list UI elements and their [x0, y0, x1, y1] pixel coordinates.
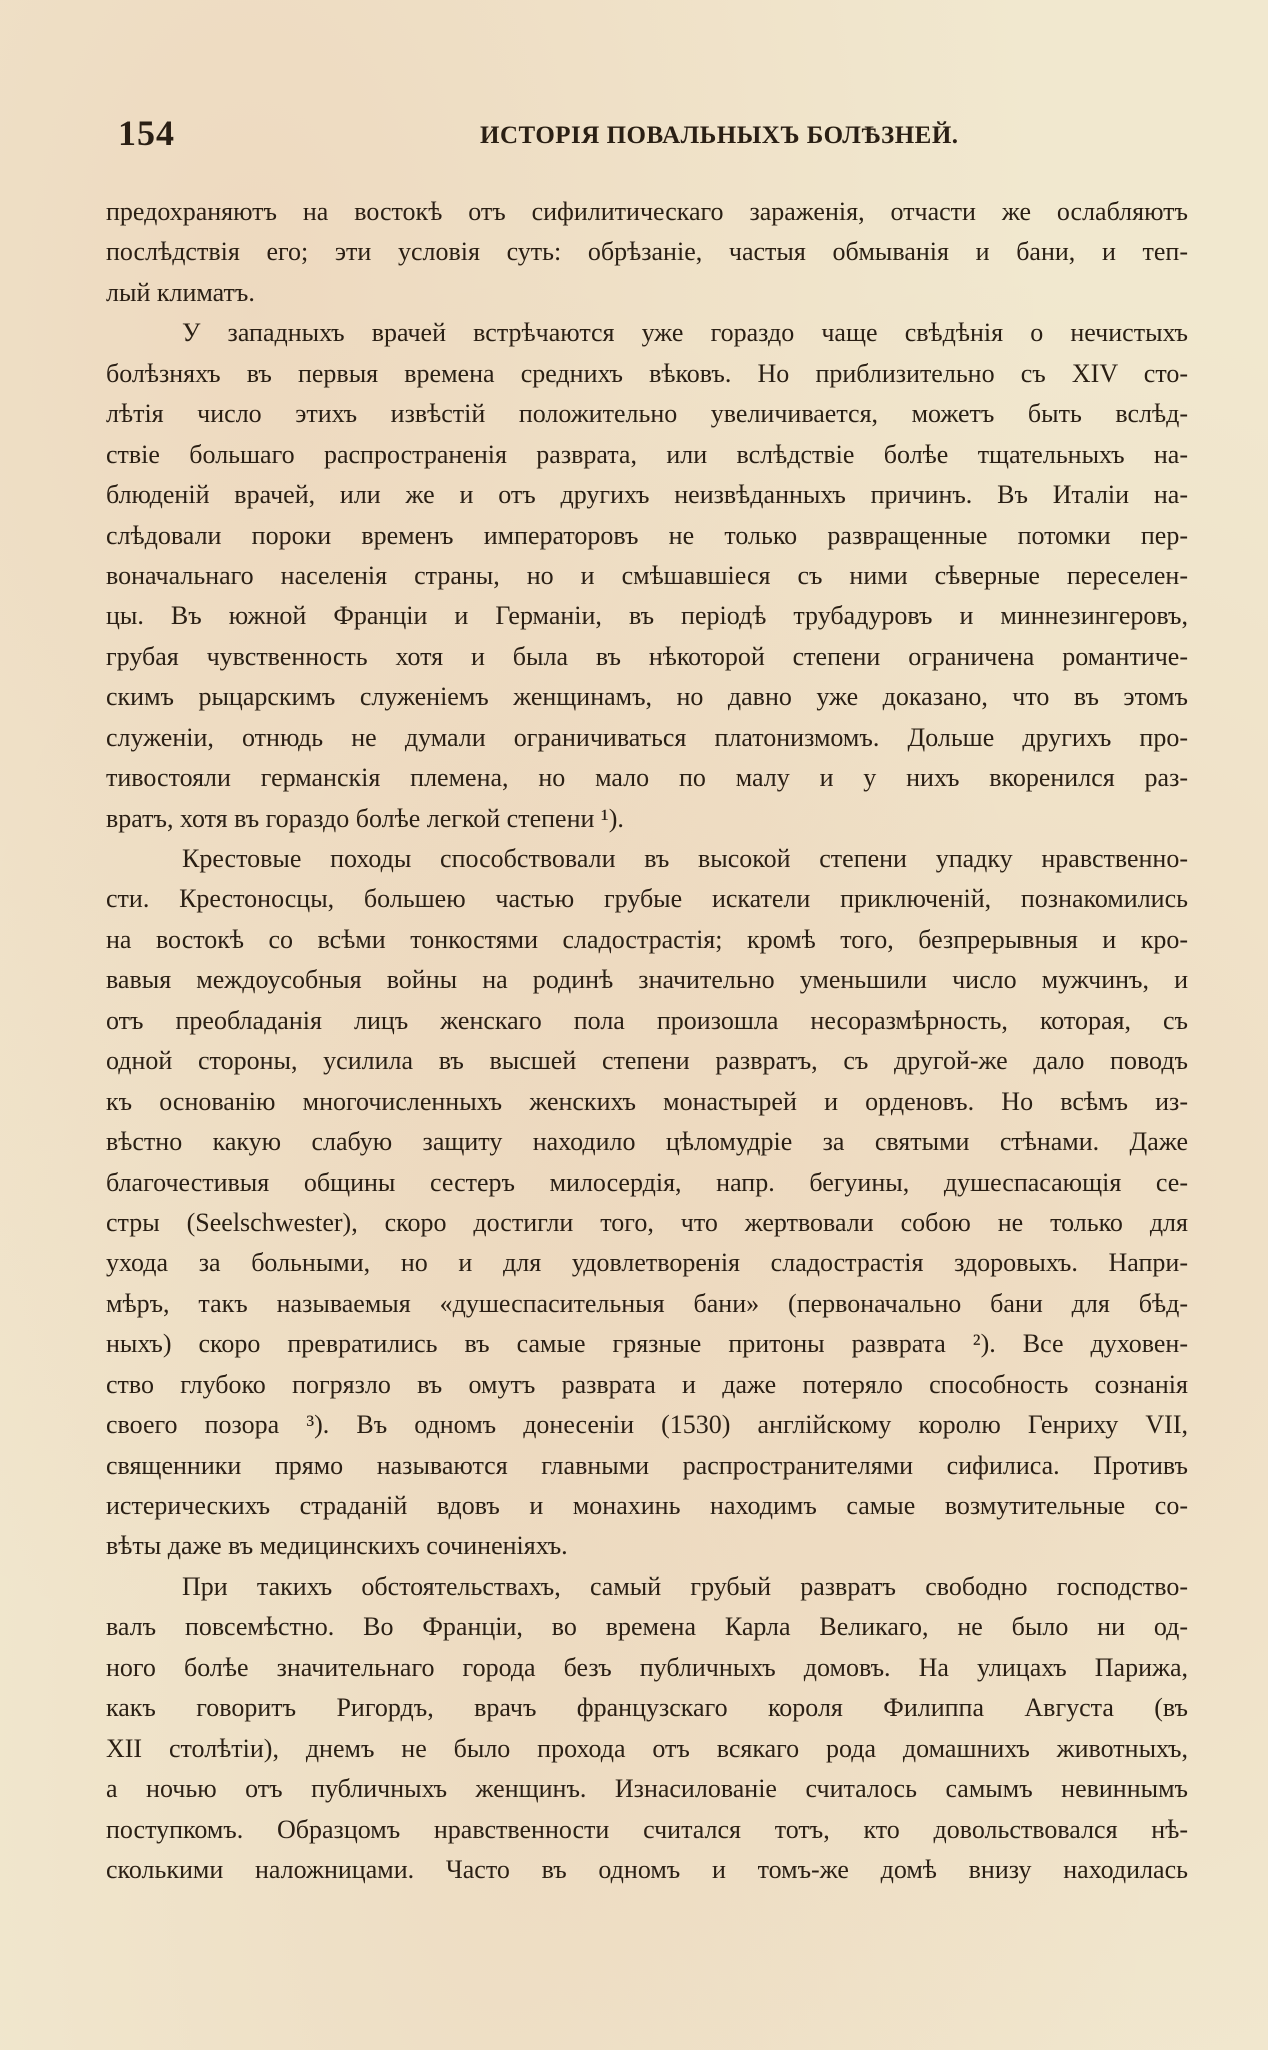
page-header — [110, 112, 1176, 158]
text-line: У западныхъ врачей встрѣчаются уже гораздо чаще свѣдѣнія о нечистыхъ — [182, 318, 1188, 348]
text-line: слѣдовали пороки временъ императоровъ не только развращенные потомки пер- — [106, 520, 1188, 550]
text-line: ствіе большаго распространенія разврата, или вслѣдствіе болѣе тщательныхъ на- — [106, 439, 1188, 469]
text-line: ного болѣе значительнаго города безъ публичныхъ домовъ. На улицахъ Парижа, — [106, 1652, 1188, 1682]
text-line: какъ говоритъ Ригордъ, врачъ французскаго короля Филиппа Августа (въ — [106, 1693, 1188, 1723]
text-line: скимъ рыцарскимъ служеніемъ женщинамъ, но давно уже доказано, что въ этомъ — [106, 682, 1188, 712]
text-line: воначальнаго населенія страны, но и смѣшавшіеся съ ними сѣверные переселен- — [106, 560, 1188, 590]
text-line: цы. Въ южной Франціи и Германіи, въ періодѣ трубадуровъ и миннезингеровъ, — [106, 601, 1188, 631]
text-line: священники прямо называются главными распространителями сифилиса. Противъ — [106, 1450, 1188, 1480]
text-line: вавыя междоусобныя войны на родинѣ значительно уменьшили число мужчинъ, и — [106, 965, 1188, 995]
text-line: сти. Крестоносцы, большею частью грубые искатели приключеній, познакомились — [106, 884, 1188, 914]
text-line: ныхъ) скоро превратились въ самые грязные притоны разврата ²). Все духовен- — [106, 1329, 1188, 1359]
text-line: лый климатъ. — [106, 277, 255, 307]
text-line: служеніи, отнюдь не думали ограничиваться платонизмомъ. Дольше другихъ про- — [106, 722, 1188, 752]
text-line: мѣръ, такъ называемыя «душеспасительныя бани» (первоначально бани для бѣд- — [106, 1288, 1188, 1318]
text-line: ство глубоко погрязло въ омутъ разврата и даже потеряло способность сознанія — [106, 1369, 1188, 1399]
text-line: стры (Seelschwester), скоро достигли того, что жертвовали собою не только для — [106, 1207, 1188, 1237]
text-line: блюденій врачей, или же и отъ другихъ неизвѣданныхъ причинъ. Въ Италіи на- — [106, 480, 1188, 510]
text-line: вѣты даже въ медицинскихъ сочиненіяхъ. — [106, 1531, 568, 1561]
text-line: Крестовые походы способствовали въ высокой степени упадку нравственно- — [182, 844, 1188, 873]
text-line: валъ повсемѣстно. Во Франціи, во времена Карла Великаго, не было ни од- — [106, 1612, 1188, 1642]
text-line: тивостояли германскія племена, но мало по малу и у нихъ вкоренился раз- — [106, 763, 1188, 793]
body-text — [106, 192, 1188, 1890]
text-line: истерическихъ страданій вдовъ и монахинь находимъ самые возмутительные со- — [106, 1491, 1188, 1520]
page-number: 154 — [118, 113, 175, 153]
text-line: ухода за больными, но и для удовлетворенія сладострастія здоровыхъ. Напри- — [106, 1248, 1188, 1278]
text-line: лѣтія число этихъ извѣстій положительно увеличивается, можетъ быть вслѣд- — [106, 399, 1188, 429]
text-line: сколькими наложницами. Часто въ одномъ и томъ-же домѣ внизу находилась — [106, 1854, 1188, 1884]
text-line: своего позора ³). Въ одномъ донесеніи (1530) англійскому королю Генриху VII, — [106, 1410, 1188, 1440]
text-line: XII столѣтіи), днемъ не было прохода отъ всякаго рода домашнихъ животныхъ, — [106, 1733, 1188, 1763]
text-line: къ основанію многочисленныхъ женскихъ монастырей и орденовъ. Но всѣмъ из- — [106, 1086, 1188, 1116]
text-line: отъ преобладанія лицъ женскаго пола произошла несоразмѣрность, которая, съ — [106, 1005, 1188, 1035]
text-line: грубая чувственность хотя и была въ нѣкоторой степени ограничена романтиче- — [106, 641, 1188, 671]
text-line: вратъ, хотя въ гораздо болѣе легкой степени ¹). — [106, 803, 624, 833]
text-line: одной стороны, усилила въ высшей степени развратъ, съ другой-же дало поводъ — [106, 1046, 1188, 1076]
text-line: При такихъ обстоятельствахъ, самый грубый развратъ свободно господство- — [182, 1571, 1188, 1601]
text-line: на востокѣ со всѣми тонкостями сладострастія; кромѣ того, безпрерывныя и кро- — [106, 924, 1188, 954]
text-line: благочестивыя общины сестеръ милосердія, напр. бегуины, душеспасающія се- — [106, 1167, 1188, 1197]
text-line: вѣстно какую слабую защиту находило цѣломудріе за святыми стѣнами. Даже — [106, 1127, 1188, 1157]
text-line: а ночью отъ публичныхъ женщинъ. Изнасилованіе считалось самымъ невиннымъ — [106, 1774, 1188, 1804]
text-line: послѣдствія его; эти условія суть: обрѣзаніе, частыя обмыванія и бани, и теп- — [106, 237, 1188, 267]
text-line: болѣзняхъ въ первыя времена среднихъ вѣковъ. Но приблизительно съ XIV сто- — [106, 358, 1188, 388]
text-line: предохраняютъ на востокѣ отъ сифилитическаго зараженія, отчасти же ослабляютъ — [106, 197, 1188, 226]
running-title: ИСТОРІЯ ПОВАЛЬНЫХЪ БОЛѢЗНЕЙ. — [480, 122, 959, 149]
text-line: поступкомъ. Образцомъ нравственности считался тотъ, кто довольствовался нѣ- — [106, 1814, 1188, 1844]
